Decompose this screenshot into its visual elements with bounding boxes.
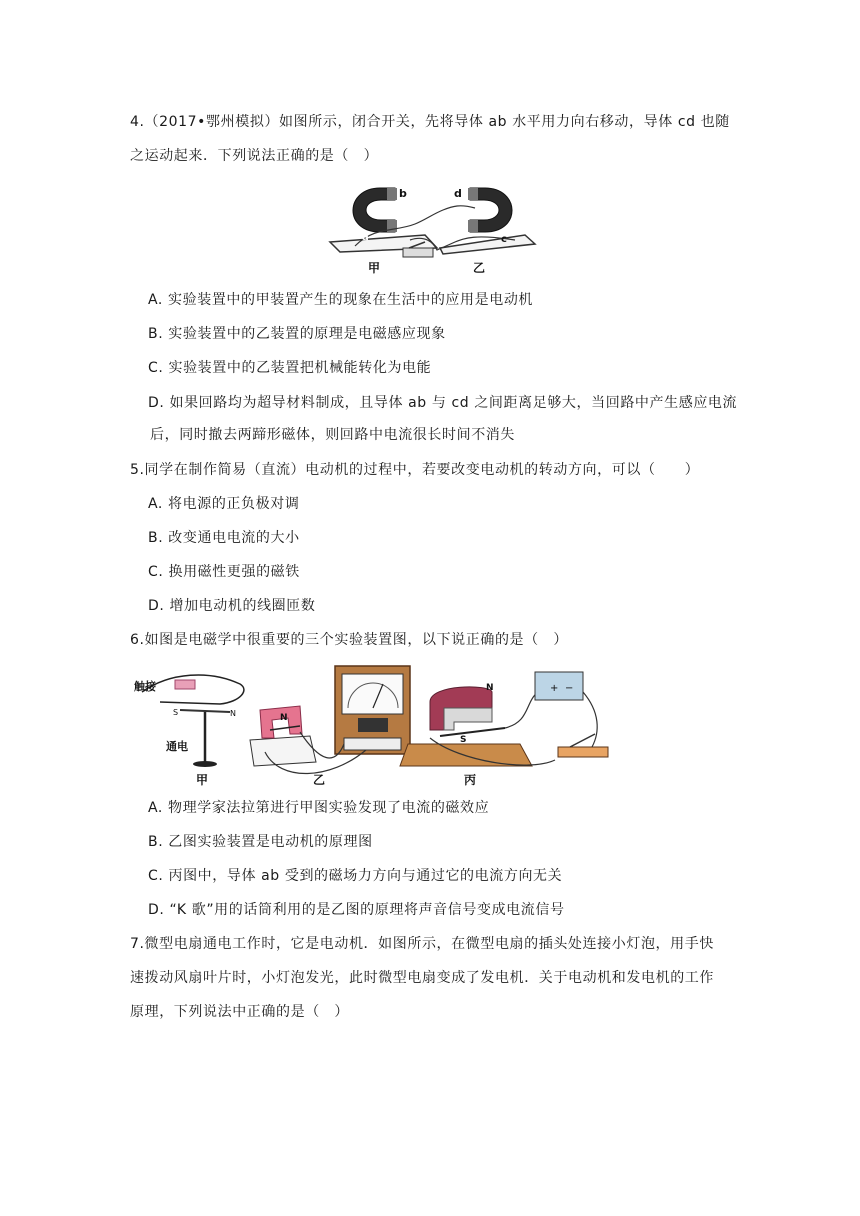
q4-option-d-cont: 后，同时撤去两蹄形磁体，则回路中电流很长时间不消失 [150,427,515,443]
q7-stem-line3: 原理，下列说法中正确的是（ ） [130,1004,349,1020]
q5-option-b: B. 改变通电电流的大小 [148,530,300,546]
q6-label-yi: 乙 [313,773,326,787]
q5-option-c: C. 换用磁性更强的磁铁 [148,564,300,580]
q5-stem: 5.同学在制作简易（直流）电动机的过程中，若要改变电动机的转动方向，可以（ ） [130,462,700,478]
q4-label-jia: 甲 [368,261,381,275]
q4-option-a: A. 实验装置中的甲装置产生的现象在生活中的应用是电动机 [148,292,534,308]
q6-label-tongdian: 通电 [166,740,188,753]
q4-option-d: D. 如果回路均为超导材料制成，且导体 ab 与 cd 之间距离足够大，当回路中产生感应电流 [148,395,738,411]
q6-label-s-jia: S [173,708,179,717]
q6-option-d: D. “K 歌”用的话筒利用的是乙图的原理将声音信号变成电流信号 [148,902,565,918]
q6-stem: 6.如图是电磁学中很重要的三个实验装置图，以下说正确的是（ ） [130,632,568,648]
q4-label-b: b [399,187,407,200]
q6-label-n-jia: N [230,709,236,718]
q6-label-jia: 甲 [196,773,209,787]
q6-label-n-yi: N [280,713,288,723]
q4-label-c: c [501,234,507,245]
q4-figure-magnets [325,180,540,278]
q4-option-b: B. 实验装置中的乙装置的原理是电磁感应现象 [148,326,446,342]
q4-label-yi: 乙 [473,261,486,275]
q4-label-d: d [454,187,462,200]
q6-option-a: A. 物理学家法拉第进行甲图实验发现了电流的磁效应 [148,800,490,816]
q4-label-a: a [362,232,369,243]
q5-option-a: A. 将电源的正负极对调 [148,496,300,512]
q4-option-c: C. 实验装置中的乙装置把机械能转化为电能 [148,360,432,376]
svg-text:−: − [565,683,574,694]
q4-stem-line2: 之运动起来．下列说法正确的是（ ） [130,148,379,164]
svg-text:+: + [550,683,559,694]
q7-stem-line2: 速拨动风扇叶片时，小灯泡发光，此时微型电扇变成了发电机．关于电动机和发电机的工作 [130,970,714,986]
q6-label-n-bing: N [486,683,494,693]
q4-stem-line1: 4.（2017•鄂州模拟）如图所示，闭合开关，先将导体 ab 水平用力向右移动，导体 cd 也随 [130,114,730,130]
q6-figure-experiments [130,662,615,790]
q6-label-chujie: 触接 [134,680,156,693]
q5-option-d: D. 增加电动机的线圈匝数 [148,598,316,614]
q6-label-s-bing: S [460,735,467,745]
q6-option-b: B. 乙图实验装置是电动机的原理图 [148,834,373,850]
q7-stem-line1: 7.微型电扇通电工作时，它是电动机．如图所示，在微型电扇的插头处连接小灯泡，用手快 [130,936,714,952]
q6-label-bing: 丙 [464,773,477,787]
q6-option-c: C. 丙图中，导体 ab 受到的磁场力方向与通过它的电流方向无关 [148,868,563,884]
